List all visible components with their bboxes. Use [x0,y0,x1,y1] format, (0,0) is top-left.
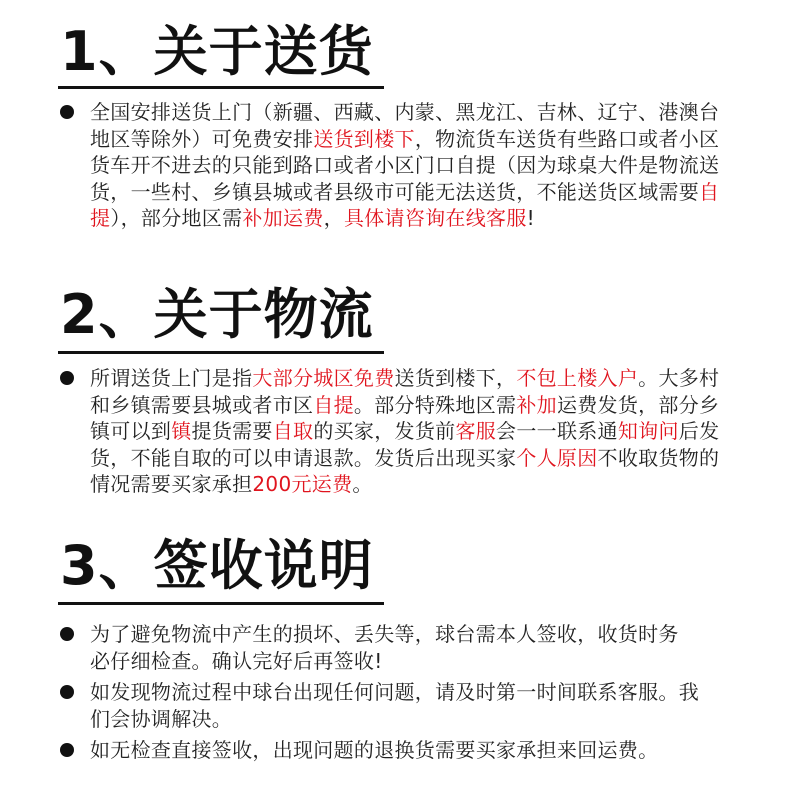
body-text: ，物流货车送货有些路口或者小区货车开不进去的只能到路口或者小区门口自提（因为球桌大件是物流送货，一些村、乡镇县城或者县级市可能无法送货，不能送货区域需要 [90,126,720,204]
body-text: 送货到楼下， [394,366,517,390]
body-text: ! [526,206,535,230]
list-item [58,365,738,498]
highlight-text: 不包上楼入户 [516,366,639,390]
item-text [90,99,738,232]
body-text: ），部分地区需 [110,206,243,230]
body-text: 提货需要 [191,419,273,443]
highlight-text: 自取 [272,419,314,443]
highlight-text: 送货到楼下 [313,126,415,151]
section-title-delivery: 1、关于送货 [60,20,374,83]
highlight-text: 200元运费 [252,472,353,496]
item-text [90,737,738,764]
highlight-text: 补加 [516,392,557,417]
highlight-text: 个人原因 [516,445,598,470]
bullet-icon [60,105,74,119]
list-item [58,621,738,674]
bullet-icon [60,743,74,757]
section-title-logistics: 2、关于物流 [60,283,374,346]
item-text [90,679,700,732]
list-item [58,99,738,232]
bullet-icon [60,685,74,699]
item-text [90,621,680,674]
body-text: 运费发货，部分乡镇可以到 [90,392,720,443]
body-text: 。 [352,472,373,496]
highlight-text: 具体请咨询在线客服 [343,206,527,230]
body-text: 不收取货物的情况需要买家承担 [90,445,720,496]
body-text: 会一一联系通 [496,419,618,443]
highlight-text: 大部分城区免费 [252,366,395,390]
list-item [58,679,738,732]
bullet-icon [60,371,74,385]
section-divider [58,602,384,605]
list-item [58,737,738,764]
section-title-signing: 3、签收说明 [60,534,374,597]
highlight-text: 知询问 [617,419,679,443]
section-divider [58,351,384,354]
highlight-text: 镇 [171,419,192,443]
body-text: 全国安排送货上门（新疆、西藏、内蒙、黑龙江、吉林、辽宁、港澳台地区等除外）可免费安排 [90,100,720,151]
body-text: 为了避免物流中产生的损坏、丢失等，球台需本人签收，收货时务必仔细检查。确认完好后再签收! [90,622,679,673]
body-text: 。部分特殊地区需 [353,392,517,417]
highlight-text: 补加运费 [242,206,324,230]
body-text: ， [323,206,344,230]
body-text: 后发货，不能自取的可以申请退款。发货后出现买家 [90,419,720,470]
item-text [90,365,738,498]
body-text: 。大多村和乡镇需要县城或者市区 [90,366,720,417]
bullet-icon [60,627,74,641]
body-text: 如无检查直接签收，出现问题的退换货需要买家承担来回运费。 [90,738,659,762]
body-text: 的买家，发货前 [313,419,456,443]
highlight-text: 自提 [313,392,354,417]
section-divider [58,86,384,89]
highlight-text: 自提 [90,179,720,230]
highlight-text: 客服 [455,419,497,443]
body-text: 如发现物流过程中球台出现任何问题，请及时第一时间联系客服。我们会协调解决。 [90,680,699,731]
body-text: 所谓送货上门是指 [90,366,253,390]
